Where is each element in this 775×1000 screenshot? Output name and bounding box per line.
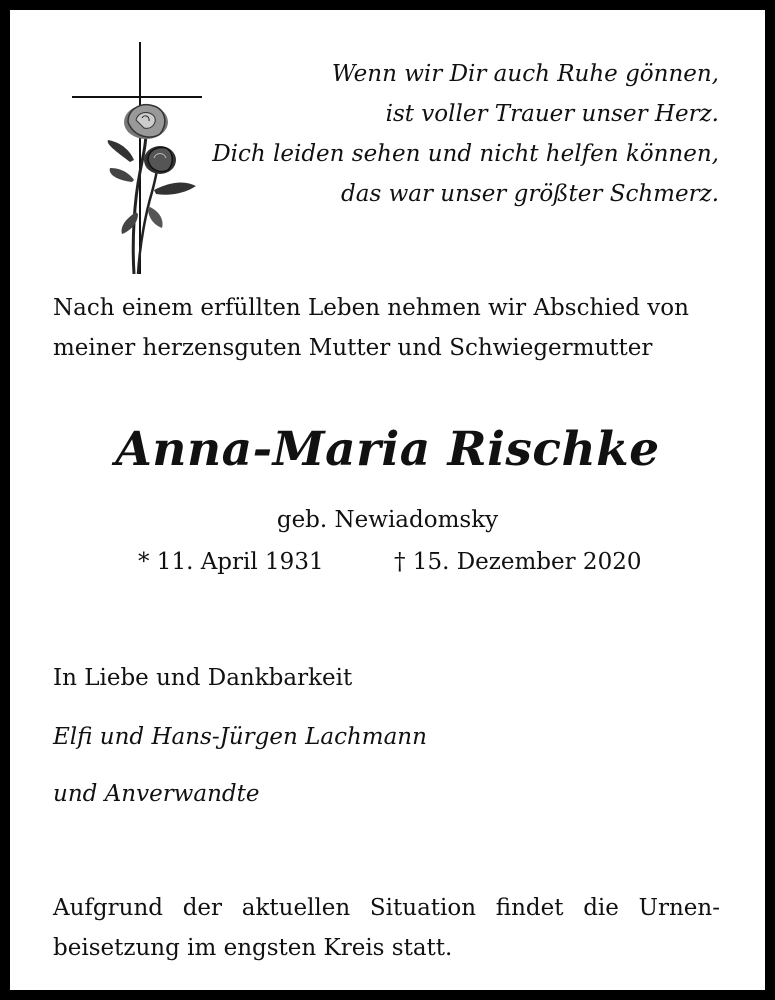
memorial-poem	[212, 54, 719, 214]
notice-line: beisetzung im engsten Kreis statt.	[53, 935, 453, 961]
poem-line: das war unser größter Schmerz.	[341, 181, 719, 207]
closing-phrase: In Liebe und Dankbarkeit	[53, 665, 353, 691]
birth-name: geb. Newiadomsky	[276, 507, 499, 533]
life-dates	[10, 542, 765, 582]
birth-date: * 11. April 1931	[138, 549, 324, 575]
relatives: und Anverwandte	[53, 781, 260, 807]
death-date: † 15. Dezember 2020	[394, 549, 642, 575]
burial-notice	[53, 888, 720, 968]
signers: Elfi und Hans-Jürgen Lachmann	[53, 724, 427, 750]
deceased-name: Anna-Maria Rischke	[115, 422, 660, 477]
intro-line: meiner herzensguten Mutter und Schwiegermutter	[53, 335, 653, 361]
poem-line: Dich leiden sehen und nicht helfen können,	[212, 141, 719, 167]
notice-line: Aufgrund der aktuellen Situation findet die Urnen-	[53, 895, 720, 921]
poem-line: ist voller Trauer unser Herz.	[385, 101, 719, 127]
intro-line: Nach einem erfüllten Leben nehmen wir Abschied von	[53, 295, 689, 321]
intro-text	[53, 288, 733, 368]
poem-line: Wenn wir Dir auch Ruhe gönnen,	[331, 61, 719, 87]
cross-with-rose-icon	[72, 42, 202, 274]
